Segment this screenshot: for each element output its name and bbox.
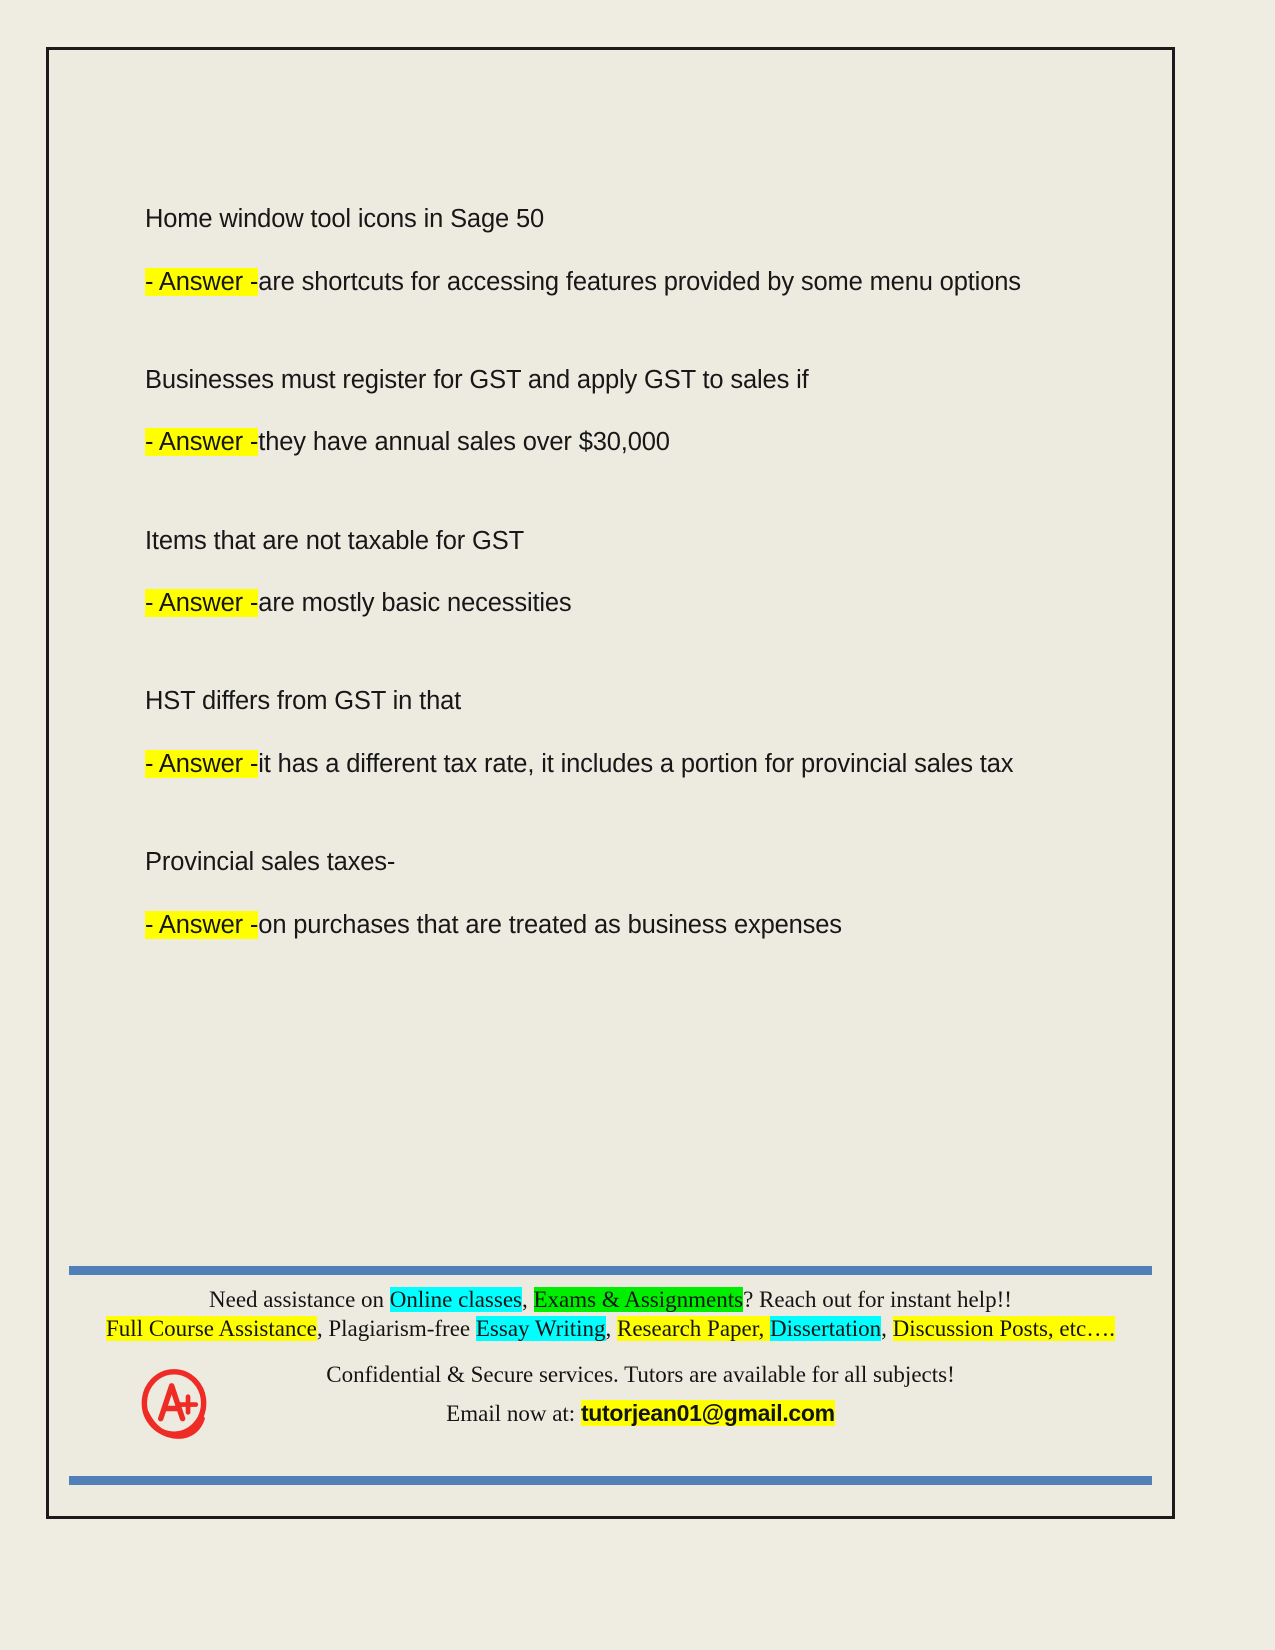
question-text: Businesses must register for GST and apply GST to sales if <box>145 365 809 394</box>
question-text: Provincial sales taxes- <box>145 848 396 877</box>
tagline-text: Confidential & Secure services. Tutors are available for all subjects! <box>326 1361 955 1387</box>
promo-line-1 <box>49 1285 1172 1314</box>
answer-body: they have annual sales over $30,000 <box>258 428 670 457</box>
promo-dissertation: Dissertation <box>769 1316 882 1342</box>
promo-essay-writing: Essay Writing <box>475 1316 606 1342</box>
promo-full-course-assistance: Full Course Assistance <box>106 1316 317 1342</box>
email-address[interactable]: tutorjean01@gmail.com <box>580 1400 835 1427</box>
qa-block <box>145 361 1065 464</box>
logo-wrap <box>49 1358 299 1442</box>
a-plus-grade-icon <box>135 1364 213 1442</box>
email-line <box>299 1396 982 1432</box>
footer-lower <box>49 1344 1172 1442</box>
answer-text <box>145 262 1065 303</box>
footer-divider-top <box>69 1266 1152 1275</box>
promo-exams-assignments: Exams & Assignments <box>533 1287 744 1312</box>
answer-label: - Answer - <box>145 428 259 457</box>
qa-block <box>145 200 1065 303</box>
answer-text <box>145 905 1065 946</box>
answer-text <box>145 744 1065 785</box>
promo-sep: , <box>522 1287 534 1312</box>
question-text: Home window tool icons in Sage 50 <box>145 205 545 233</box>
promo-research-paper: Research Paper, <box>617 1316 770 1342</box>
promo-pre: Need assistance on <box>209 1287 390 1312</box>
question-text: HST differs from GST in that <box>145 687 462 716</box>
promo-post: ? Reach out for instant help!! <box>743 1287 1012 1312</box>
promo-discussion-posts: Discussion Posts, etc…. <box>892 1316 1115 1342</box>
answer-text <box>145 583 1065 624</box>
email-prefix: Email now at: <box>446 1401 581 1427</box>
question-text: Items that are not taxable for GST <box>145 526 524 555</box>
answer-label: - Answer - <box>145 749 259 778</box>
contact-block <box>299 1358 1172 1432</box>
answer-body: it has a different tax rate, it includes a portion for provincial sales tax <box>258 749 1014 778</box>
footer-spacer <box>49 1442 1172 1476</box>
promo-plain-2: , <box>605 1316 617 1342</box>
promo-plain-3: , <box>881 1316 893 1342</box>
answer-label: - Answer - <box>145 589 259 618</box>
answer-label: - Answer - <box>145 910 259 939</box>
footer <box>49 1266 1172 1516</box>
answer-body: are shortcuts for accessing features provided by some menu options <box>258 267 1021 296</box>
promo-text <box>49 1275 1172 1344</box>
answer-body: are mostly basic necessities <box>258 589 572 618</box>
footer-divider-bottom <box>69 1476 1152 1485</box>
promo-plain-1: , Plagiarism-free <box>316 1316 476 1342</box>
promo-online-classes: Online classes <box>389 1287 522 1312</box>
qa-block <box>145 682 1065 785</box>
promo-line-2 <box>49 1314 1172 1343</box>
qa-content <box>145 200 1065 1004</box>
qa-block <box>145 522 1065 625</box>
qa-block <box>145 843 1065 946</box>
answer-text <box>145 422 1065 463</box>
answer-label: - Answer - <box>145 267 259 296</box>
document-page <box>46 47 1175 1519</box>
answer-body: on purchases that are treated as business expenses <box>258 910 842 939</box>
